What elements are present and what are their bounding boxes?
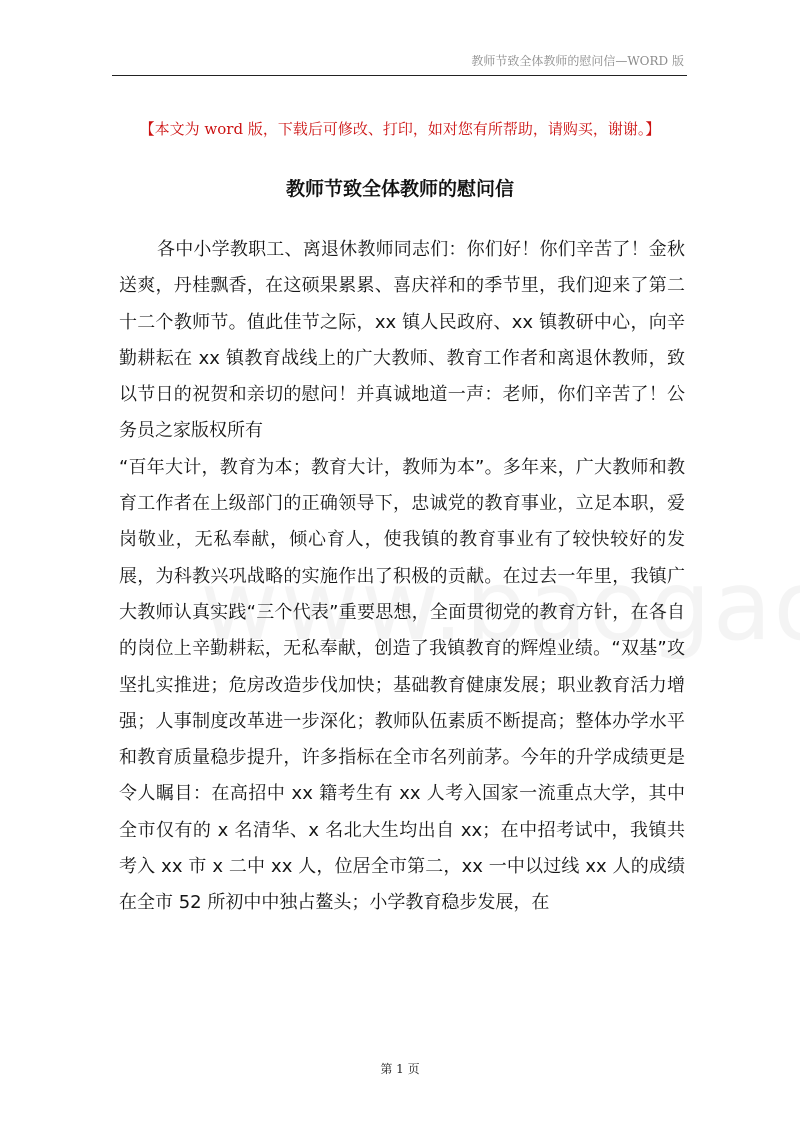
header-divider [112, 75, 687, 76]
document-title: 教师节致全体教师的慰问信 [285, 178, 514, 200]
running-header: 教师节致全体教师的慰问信—WORD 版 [471, 54, 684, 68]
paragraph-greeting: 各中小学教职工、离退休教师同志们：你们好！你们辛苦了！金秋送爽，丹桂飘香，在这硕果累累、喜庆祥和的季节里，我们迎来了第二十二个教师节。值此佳节之际，xx 镇人民政府、xx 镇教研中心，向辛勤耕耘在 xx 镇教育战线上的广大教师、教育工作者和离退休教师，致以节日的祝贺和亲切的慰问！并真诚地道一声：老师，你们辛苦了！公务员之家版权所有 [119, 239, 685, 442]
purchase-notice: 【本文为 word 版，下载后可修改、打印，如对您有所帮助，请购买，谢谢。】 [139, 120, 661, 138]
paragraph-achievements: “百年大计，教育为本；教育大计，教师为本”。多年来，广大教师和教育工作者在上级部门的正确领导下，忠诚党的教育事业，立足本职，爱岗敬业，无私奉献，倾心育人，使我镇的教育事业有了较快较好的发展，为科教兴巩战略的实施作出了积极的贡献。在过去一年里，我镇广大教师认真实践“三个代表”重要思想，全面贯彻党的教育方针，在各自的岗位上辛勤耕耘，无私奉献，创造了我镇教育的辉煌业绩。“双基”攻坚扎实推进；危房改造步伐加快；基础教育健康发展；职业教育活力增强；人事制度改革进一步深化；教师队伍素质不断提高；整体办学水平和教育质量稳步提升，许多指标在全市名列前茅。今年的升学成绩更是令人瞩目：在高招中 xx 籍考生有 xx 人考入国家一流重点大学，其中全市仅有的 x 名清华、x 名北大生均出自 xx；在中招考试中，我镇共考入 xx 市 x 二中 xx 人，位居全市第二，xx 一中以过线 xx 人的成绩在全市 52 所初中中独占鳌头；小学教育稳步发展，在 [119, 456, 685, 914]
page-number: 第 1 页 [380, 1062, 420, 1076]
document-body [119, 232, 685, 922]
